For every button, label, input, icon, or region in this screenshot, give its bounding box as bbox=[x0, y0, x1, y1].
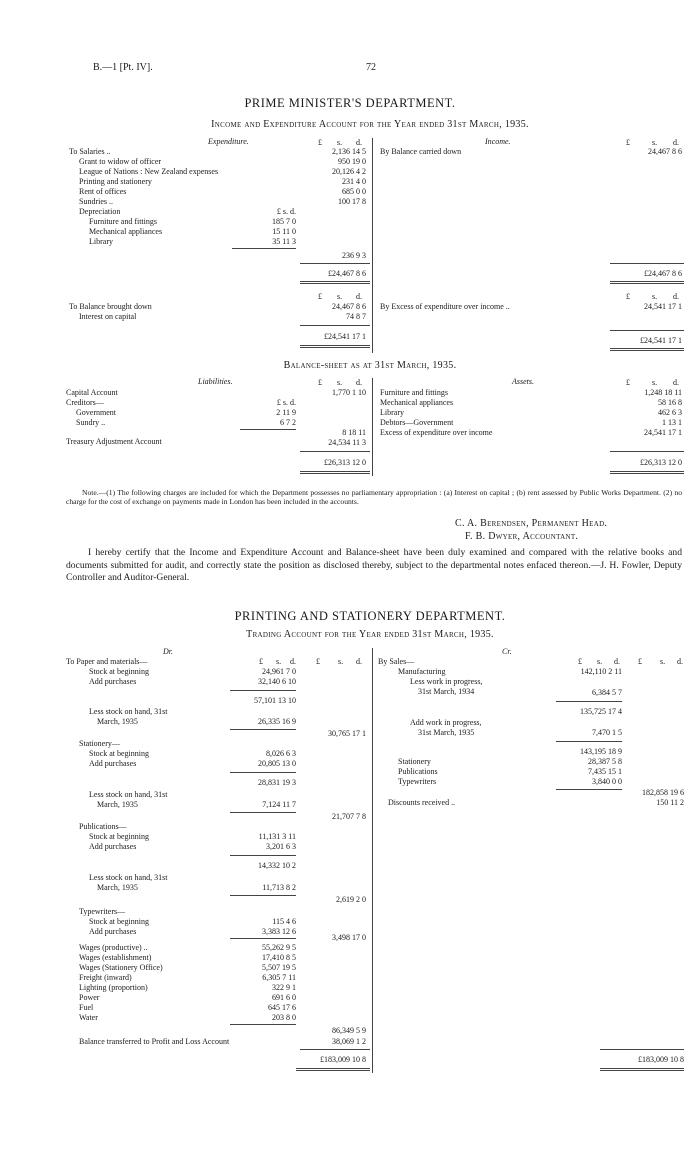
rule bbox=[300, 347, 370, 348]
rule bbox=[600, 1068, 684, 1069]
assets-total: £26,313 12 0 bbox=[640, 458, 682, 467]
page-number: 72 bbox=[366, 62, 376, 73]
column-divider bbox=[372, 378, 373, 476]
account-line: Grant to widow of officer bbox=[79, 157, 162, 166]
rule bbox=[230, 855, 296, 856]
account-line: Lighting (proportion) bbox=[79, 983, 148, 992]
pounds-head: £ bbox=[626, 292, 630, 301]
account-line: Interest on capital bbox=[79, 312, 137, 321]
account-line: Stock at beginning bbox=[89, 667, 149, 676]
rule bbox=[610, 281, 684, 282]
account-line: 31st March, 1934 bbox=[418, 687, 475, 696]
shillings-head: s. bbox=[337, 292, 343, 301]
account-line: Add purchases bbox=[89, 842, 137, 851]
income-label: Income. bbox=[485, 137, 511, 146]
rule bbox=[300, 473, 370, 474]
amount: 28,387 5 8 bbox=[588, 757, 622, 766]
amount: 20,126 4 2 bbox=[332, 167, 366, 176]
signature-accountant: F. B. Dwyer, Accountant. bbox=[465, 531, 579, 542]
account-line: March, 1935 bbox=[97, 717, 138, 726]
shillings-head: s. bbox=[660, 657, 666, 666]
rule bbox=[610, 473, 684, 474]
rule bbox=[300, 325, 370, 326]
rule bbox=[610, 451, 684, 452]
pence-head: d. bbox=[614, 657, 620, 666]
pence-head: d. bbox=[356, 292, 362, 301]
account-line: Add purchases bbox=[89, 677, 137, 686]
rule bbox=[600, 1049, 684, 1050]
account-line: Sundries .. bbox=[79, 197, 113, 206]
expenditure-label: Expenditure. bbox=[208, 137, 249, 146]
account-line: By Excess of expenditure over income .. bbox=[380, 302, 510, 311]
pence-head: d. bbox=[673, 292, 679, 301]
amount: 115 4 6 bbox=[272, 917, 296, 926]
account-line: Discounts received .. bbox=[388, 798, 456, 807]
rule bbox=[240, 429, 296, 430]
left-total: £24,541 17 1 bbox=[324, 332, 366, 341]
liabilities-label: Liabilities. bbox=[198, 377, 233, 386]
account-line: Balance transferred to Profit and Loss Account bbox=[79, 1037, 230, 1046]
account-line: Wages (Stationery Office) bbox=[79, 963, 163, 972]
liability-line: Creditors— bbox=[66, 398, 104, 407]
account-line: Depreciation bbox=[79, 207, 121, 216]
right-total: £24,541 17 1 bbox=[640, 336, 682, 345]
pence-head: d. bbox=[356, 657, 362, 666]
total: 30,765 17 1 bbox=[328, 729, 366, 738]
amount: 1,248 18 11 bbox=[644, 388, 682, 397]
credit-label: Cr. bbox=[502, 647, 512, 656]
account-line: League of Nations : New Zealand expenses bbox=[79, 167, 219, 176]
amount: 691 6 0 bbox=[272, 993, 296, 1002]
rule bbox=[610, 350, 684, 351]
account-line: To Salaries .. bbox=[69, 147, 111, 156]
shillings-head: s. bbox=[337, 378, 343, 387]
amount: 24,541 17 1 bbox=[644, 428, 682, 437]
pence-head: d. bbox=[673, 138, 679, 147]
pounds-head: £ bbox=[318, 292, 322, 301]
total: 86,349 5 9 bbox=[332, 1026, 366, 1035]
liabilities-total: £26,313 12 0 bbox=[324, 458, 366, 467]
ie-account-title: Income and Expenditure Account for the Year ended 31st March, 1935. bbox=[211, 119, 529, 130]
liability-line: Treasury Adjustment Account bbox=[66, 437, 162, 446]
amount: 35 11 3 bbox=[272, 237, 296, 246]
rule bbox=[230, 772, 296, 773]
amount: 2,136 14 5 bbox=[332, 147, 366, 156]
pounds-head: £ bbox=[259, 657, 263, 666]
amount: 1 13 1 bbox=[662, 418, 682, 427]
balance-sheet-title: Balance-sheet as at 31st March, 1935. bbox=[283, 360, 457, 371]
rule bbox=[300, 345, 370, 346]
total: 21,707 7 8 bbox=[332, 812, 366, 821]
grand-total: £183,009 10 8 bbox=[638, 1055, 684, 1064]
account-line: Less work in progress, bbox=[410, 677, 483, 686]
amount: 24,541 17 1 bbox=[644, 302, 682, 311]
account-line: Typewriters bbox=[398, 777, 437, 786]
account-line: Stationery— bbox=[79, 739, 120, 748]
shillings-head: s. bbox=[652, 138, 658, 147]
account-line: Freight (inward) bbox=[79, 973, 132, 982]
liability-line: Sundry .. bbox=[76, 418, 106, 427]
section-title: PRIME MINISTER'S DEPARTMENT. bbox=[244, 96, 456, 110]
asset-line: Library bbox=[380, 408, 404, 417]
rule bbox=[232, 248, 296, 249]
account-line: Rent of offices bbox=[79, 187, 127, 196]
right-total: £24,467 8 6 bbox=[644, 269, 682, 278]
amount: 24,467 8 6 bbox=[648, 147, 682, 156]
amount: 7,435 15 1 bbox=[588, 767, 622, 776]
account-line: To Paper and materials— bbox=[66, 657, 148, 666]
amount: 185 7 0 bbox=[272, 217, 296, 226]
amount: 685 0 0 bbox=[342, 187, 366, 196]
account-line: Stock at beginning bbox=[89, 917, 149, 926]
amount: 3,383 12 6 bbox=[262, 927, 296, 936]
asset-line: Mechanical appliances bbox=[380, 398, 454, 407]
account-line: Wages (productive) .. bbox=[79, 943, 148, 952]
amount: 6,305 7 11 bbox=[262, 973, 296, 982]
pounds-head: £ bbox=[626, 378, 630, 387]
amount: 11,131 3 11 bbox=[258, 832, 296, 841]
signature-permanent-head: C. A. Berendsen, Permanent Head. bbox=[455, 518, 608, 529]
rule bbox=[610, 348, 684, 349]
account-line: Add purchases bbox=[89, 927, 137, 936]
creditors-head: £ s. d. bbox=[276, 398, 296, 407]
amount: 6 7 2 bbox=[280, 418, 296, 427]
account-line: Stationery bbox=[398, 757, 431, 766]
rule bbox=[296, 1068, 370, 1069]
account-line: Mechanical appliances bbox=[89, 227, 163, 236]
shillings-head: s. bbox=[652, 292, 658, 301]
account-line: Less stock on hand, 31st bbox=[89, 873, 168, 882]
account-line: 31st March, 1935 bbox=[418, 728, 475, 737]
account-line: By Balance carried down bbox=[380, 147, 462, 156]
account-line: Add work in progress, bbox=[410, 718, 482, 727]
audit-certificate: I hereby certify that the Income and Expenditure Account and Balance-sheet have been duly examined and compared with the relative books and documents submitted for audit, and correctly state the position as disclosed thereby, subject to the departmental notes enfaced thereon.—J. H. Fowler, Deputy Controller and Auditor-General. bbox=[66, 547, 682, 583]
rule bbox=[610, 471, 684, 472]
rule bbox=[296, 1070, 370, 1071]
amount: 7,470 1 5 bbox=[592, 728, 622, 737]
rule bbox=[230, 938, 296, 939]
shillings-head: s. bbox=[597, 657, 603, 666]
depreciation-head: £ s. d. bbox=[276, 207, 296, 216]
amount: 3,201 6 3 bbox=[266, 842, 296, 851]
report-reference: B.—1 [Pt. IV]. bbox=[93, 62, 153, 73]
pounds-head: £ bbox=[578, 657, 582, 666]
shillings-head: s. bbox=[338, 657, 344, 666]
amount: 7,124 11 7 bbox=[262, 800, 296, 809]
asset-line: Debtors—Government bbox=[380, 418, 454, 427]
rule bbox=[230, 1024, 296, 1025]
rule bbox=[610, 263, 684, 264]
rule bbox=[300, 471, 370, 472]
liability-line: Capital Account bbox=[66, 388, 118, 397]
amount: 26,335 16 9 bbox=[258, 717, 296, 726]
subtotal: 143,195 18 9 bbox=[580, 747, 622, 756]
account-line: To Balance brought down bbox=[69, 302, 152, 311]
pounds-head: £ bbox=[638, 657, 642, 666]
pounds-head: £ bbox=[318, 138, 322, 147]
shillings-head: s. bbox=[652, 378, 658, 387]
debit-label: Dr. bbox=[163, 647, 174, 656]
account-line: Manufacturing bbox=[398, 667, 446, 676]
account-line: March, 1935 bbox=[97, 883, 138, 892]
accounts-note: Note.—(1) The following charges are included for which the Department possesses no parliamentary appropriation : (a) Interest on capital ; (b) rent assessed by Public Works Department. (2) no charge for the cost of exchange on payments made in London has been included in the accounts. bbox=[66, 488, 682, 507]
trading-account-title: Trading Account for the Year ended 31st March, 1935. bbox=[246, 629, 494, 640]
amount: 24,467 8 6 bbox=[332, 302, 366, 311]
amount: 322 9 1 bbox=[272, 983, 296, 992]
amount: 462 6 3 bbox=[658, 408, 682, 417]
asset-line: Excess of expenditure over income bbox=[380, 428, 493, 437]
amount: 142,110 2 11 bbox=[580, 667, 622, 676]
asset-line: Furniture and fittings bbox=[380, 388, 448, 397]
shillings-head: s. bbox=[337, 138, 343, 147]
amount: 17,410 8 5 bbox=[262, 953, 296, 962]
section-title: PRINTING AND STATIONERY DEPARTMENT. bbox=[234, 609, 506, 623]
rule bbox=[230, 729, 296, 730]
amount: 24,961 7 0 bbox=[262, 667, 296, 676]
grand-total: £183,009 10 8 bbox=[320, 1055, 366, 1064]
pence-head: d. bbox=[356, 138, 362, 147]
amount: 203 8 0 bbox=[272, 1013, 296, 1022]
amount: 100 17 8 bbox=[338, 197, 366, 206]
rule bbox=[300, 1049, 370, 1050]
amount: 11,713 8 2 bbox=[262, 883, 296, 892]
shillings-head: s. bbox=[276, 657, 282, 666]
rule bbox=[230, 812, 296, 813]
account-line: Stock at beginning bbox=[89, 832, 149, 841]
account-line: Fuel bbox=[79, 1003, 94, 1012]
subtotal: 28,831 19 3 bbox=[258, 778, 296, 787]
column-divider bbox=[372, 138, 373, 353]
rule bbox=[300, 283, 370, 284]
pence-head: d. bbox=[677, 657, 683, 666]
assets-label: Assets. bbox=[512, 377, 534, 386]
amount: 24,534 11 3 bbox=[328, 438, 366, 447]
rule bbox=[230, 690, 296, 691]
account-line: March, 1935 bbox=[97, 800, 138, 809]
rule bbox=[300, 281, 370, 282]
pence-head: d. bbox=[290, 657, 296, 666]
amount: 15 11 0 bbox=[272, 227, 296, 236]
pounds-head: £ bbox=[626, 138, 630, 147]
account-line: Add purchases bbox=[89, 759, 137, 768]
account-line: Library bbox=[89, 237, 113, 246]
account-line: Typewriters— bbox=[79, 907, 126, 916]
account-line: Power bbox=[79, 993, 100, 1002]
account-line: Printing and stationery bbox=[79, 177, 152, 186]
account-line: Publications— bbox=[79, 822, 127, 831]
account-line: Water bbox=[79, 1013, 98, 1022]
account-line: Less stock on hand, 31st bbox=[89, 790, 168, 799]
rule bbox=[610, 283, 684, 284]
pounds-head: £ bbox=[316, 657, 320, 666]
amount: 5,507 19 5 bbox=[262, 963, 296, 972]
rule bbox=[556, 701, 622, 702]
amount: 645 17 6 bbox=[268, 1003, 296, 1012]
amount: 6,384 5 7 bbox=[592, 688, 622, 697]
amount: 8,026 6 3 bbox=[266, 749, 296, 758]
account-line: Publications bbox=[398, 767, 438, 776]
account-line: Furniture and fittings bbox=[89, 217, 157, 226]
amount: 2 11 9 bbox=[276, 408, 296, 417]
rule bbox=[300, 451, 370, 452]
pence-head: d. bbox=[673, 378, 679, 387]
left-total: £24,467 8 6 bbox=[328, 269, 366, 278]
amount: 55,262 9 5 bbox=[262, 943, 296, 952]
amount: 231 4 0 bbox=[342, 177, 366, 186]
account-line: By Sales— bbox=[378, 657, 415, 666]
rule bbox=[300, 263, 370, 264]
rule bbox=[556, 741, 622, 742]
account-line: Wages (establishment) bbox=[79, 953, 152, 962]
pounds-head: £ bbox=[318, 378, 322, 387]
amount: 38,069 1 2 bbox=[332, 1037, 366, 1046]
column-divider bbox=[372, 648, 373, 1073]
amount: 58 16 8 bbox=[658, 398, 682, 407]
rule bbox=[610, 330, 684, 331]
total: 3,498 17 0 bbox=[332, 933, 366, 942]
liability-line: Government bbox=[76, 408, 116, 417]
pence-head: d. bbox=[356, 378, 362, 387]
amount: 3,840 0 0 bbox=[592, 777, 622, 786]
amount: 150 11 2 bbox=[656, 798, 684, 807]
amount: 8 18 11 bbox=[342, 428, 366, 437]
subtotal: 57,101 13 10 bbox=[254, 696, 296, 705]
total: 182,858 19 6 bbox=[642, 788, 684, 797]
rule bbox=[600, 1070, 684, 1071]
depreciation-total: 236 9 3 bbox=[342, 251, 366, 260]
subtotal: 135,725 17 4 bbox=[580, 707, 622, 716]
amount: 74 8 7 bbox=[346, 312, 366, 321]
rule bbox=[230, 895, 296, 896]
amount: 950 19 0 bbox=[338, 157, 366, 166]
amount: 1,770 1 10 bbox=[332, 388, 366, 397]
account-line: Stock at beginning bbox=[89, 749, 149, 758]
amount: 20,805 13 0 bbox=[258, 759, 296, 768]
amount: 32,140 6 10 bbox=[258, 677, 296, 686]
total: 2,619 2 0 bbox=[336, 895, 366, 904]
subtotal: 14,332 10 2 bbox=[258, 861, 296, 870]
account-line: Less stock on hand, 31st bbox=[89, 707, 168, 716]
